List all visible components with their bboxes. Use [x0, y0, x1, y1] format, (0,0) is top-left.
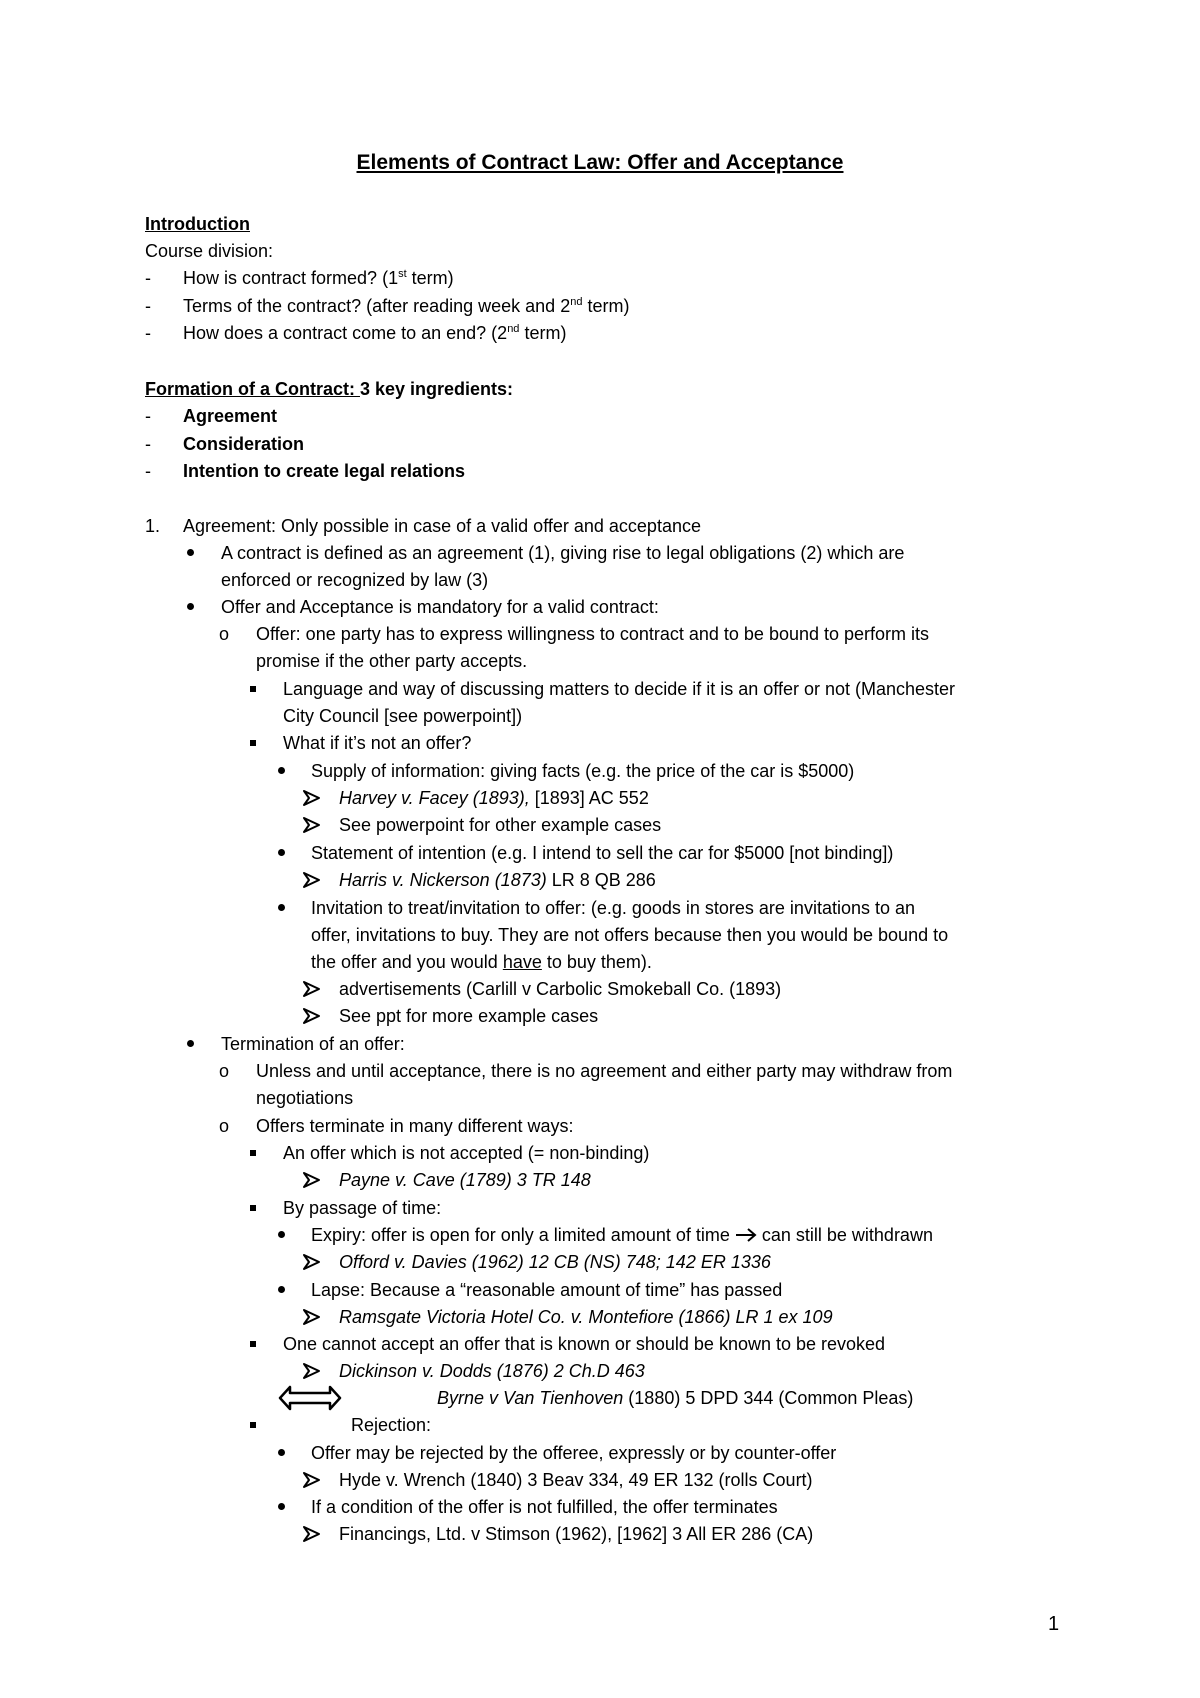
arrow-bullet-icon	[302, 1471, 322, 1489]
dash-bullet: -	[145, 461, 151, 481]
dash-bullet: -	[145, 434, 151, 454]
arrow-bullet-icon	[302, 1007, 322, 1025]
square-bullet	[250, 740, 256, 746]
bullet-dot	[187, 549, 194, 556]
document-title: Elements of Contract Law: Offer and Acceptance	[356, 151, 844, 174]
ramsgate-case-line: Ramsgate Victoria Hotel Co. v. Montefiore (1866) LR 1 ex 109	[339, 1307, 833, 1327]
bullet-dot	[278, 767, 285, 774]
harris-case-line: Harris v. Nickerson (1873) LR 8 QB 286	[339, 870, 656, 890]
intro-item-2: Terms of the contract? (after reading week and 2nd term)	[183, 296, 630, 316]
intro-item-1: How is contract formed? (1st term)	[183, 268, 454, 288]
dash-bullet: -	[145, 323, 151, 343]
bullet-dot	[278, 849, 285, 856]
invitation-line-2: offer, invitations to buy. They are not offers because then you would be bound to	[311, 925, 949, 945]
formation-item-intention: Intention to create legal relations	[183, 461, 466, 481]
arrow-bullet-icon	[302, 871, 322, 889]
ways-line: Offers terminate in many different ways:	[256, 1116, 574, 1136]
list-number: 1.	[145, 516, 161, 536]
course-division-label: Course division:	[145, 241, 274, 261]
square-bullet	[250, 1150, 256, 1156]
agreement-heading: Agreement: Only possible in case of a valid offer and acceptance	[183, 516, 701, 536]
rejected-line: Offer may be rejected by the offeree, expressly or by counter-offer	[311, 1443, 837, 1463]
sub-bullet: o	[219, 1116, 230, 1136]
arrow-bullet-icon	[302, 1308, 322, 1326]
arrow-bullet-icon	[302, 1525, 322, 1543]
dickinson-case-line: Dickinson v. Dodds (1876) 2 Ch.D 463	[339, 1361, 645, 1381]
bullet-dot	[278, 904, 285, 911]
offord-case-line: Offord v. Davies (1962) 12 CB (NS) 748; 142 ER 1336	[339, 1252, 771, 1272]
unless-line-2: negotiations	[256, 1088, 354, 1108]
supply-info-line: Supply of information: giving facts (e.g. the price of the car is $5000)	[311, 761, 855, 781]
arrow-bullet-icon	[302, 980, 322, 998]
intro-heading: Introduction	[145, 214, 250, 234]
intro-item-3: How does a contract come to an end? (2nd term)	[183, 323, 567, 343]
dash-bullet: -	[145, 296, 151, 316]
square-bullet	[250, 1341, 256, 1347]
hyde-case-line: Hyde v. Wrench (1840) 3 Beav 334, 49 ER 132 (rolls Court)	[339, 1470, 813, 1490]
unless-line-1: Unless and until acceptance, there is no agreement and either party may withdraw from	[256, 1061, 953, 1081]
bullet-dot	[278, 1286, 285, 1293]
mandatory-line: Offer and Acceptance is mandatory for a valid contract:	[221, 597, 659, 617]
bullet-dot	[187, 1040, 194, 1047]
arrow-bullet-icon	[302, 1171, 322, 1189]
bullet-dot	[187, 603, 194, 610]
byrne-case-line: Byrne v Van Tienhoven (1880) 5 DPD 344 (Common Pleas)	[437, 1388, 914, 1408]
payne-case-line: Payne v. Cave (1789) 3 TR 148	[339, 1170, 591, 1190]
dash-bullet: -	[145, 406, 151, 426]
right-arrow-icon	[735, 1228, 757, 1242]
not-offer-line: What if it’s not an offer?	[283, 733, 472, 753]
language-line-1: Language and way of discussing matters to decide if it is an offer or not (Manchester	[283, 679, 956, 699]
bullet-dot	[278, 1449, 285, 1456]
termination-heading: Termination of an offer:	[221, 1034, 405, 1054]
invitation-line-3: the offer and you would have to buy them).	[311, 952, 652, 972]
square-bullet	[250, 1205, 256, 1211]
arrow-bullet-icon	[302, 816, 322, 834]
see-ppt-line-1: See powerpoint for other example cases	[339, 815, 662, 835]
square-bullet	[250, 686, 256, 692]
offer-line-2: promise if the other party accepts.	[256, 651, 528, 671]
definition-line-2: enforced or recognized by law (3)	[221, 570, 489, 590]
financings-case-line: Financings, Ltd. v Stimson (1962), [1962] 3 All ER 286 (CA)	[339, 1524, 814, 1544]
harvey-case-line: Harvey v. Facey (1893), [1893] AC 552	[339, 788, 649, 808]
arrow-bullet-icon	[302, 1362, 322, 1380]
dash-bullet: -	[145, 268, 151, 288]
condition-line: If a condition of the offer is not fulfilled, the offer terminates	[311, 1497, 778, 1517]
statement-intention-line: Statement of intention (e.g. I intend to sell the car for $5000 [not binding])	[311, 843, 894, 863]
offer-line-1: Offer: one party has to express willingness to contract and to be bound to perform its	[256, 624, 930, 644]
bullet-dot	[278, 1231, 285, 1238]
formation-item-consideration: Consideration	[183, 434, 305, 454]
language-line-2: City Council [see powerpoint])	[283, 706, 523, 726]
bullet-dot	[278, 1503, 285, 1510]
formation-heading: Formation of a Contract: 3 key ingredients:	[145, 379, 514, 399]
passage-line: By passage of time:	[283, 1198, 442, 1218]
rejection-line: Rejection:	[351, 1415, 432, 1435]
see-ppt-line-2: See ppt for more example cases	[339, 1006, 599, 1026]
arrow-bullet-icon	[302, 789, 322, 807]
cannot-accept-line: One cannot accept an offer that is known or should be known to be revoked	[283, 1334, 886, 1354]
definition-line-1: A contract is defined as an agreement (1), giving rise to legal obligations (2) which are	[221, 543, 905, 563]
invitation-line-1: Invitation to treat/invitation to offer: (e.g. goods in stores are invitations to an	[311, 898, 916, 918]
expiry-line: Expiry: offer is open for only a limited amount of time can still be withdrawn	[311, 1225, 933, 1245]
advertisements-line: advertisements (Carlill v Carbolic Smokeball Co. (1893)	[339, 979, 782, 999]
double-arrow-icon	[278, 1385, 342, 1411]
page-number: 1	[1048, 1613, 1060, 1635]
sub-bullet: o	[219, 624, 230, 644]
arrow-bullet-icon	[302, 1253, 322, 1271]
lapse-line: Lapse: Because a “reasonable amount of time” has passed	[311, 1280, 783, 1300]
sub-bullet: o	[219, 1061, 230, 1081]
square-bullet	[250, 1422, 256, 1428]
not-accepted-line: An offer which is not accepted (= non-binding)	[283, 1143, 650, 1163]
formation-item-agreement: Agreement	[183, 406, 278, 426]
